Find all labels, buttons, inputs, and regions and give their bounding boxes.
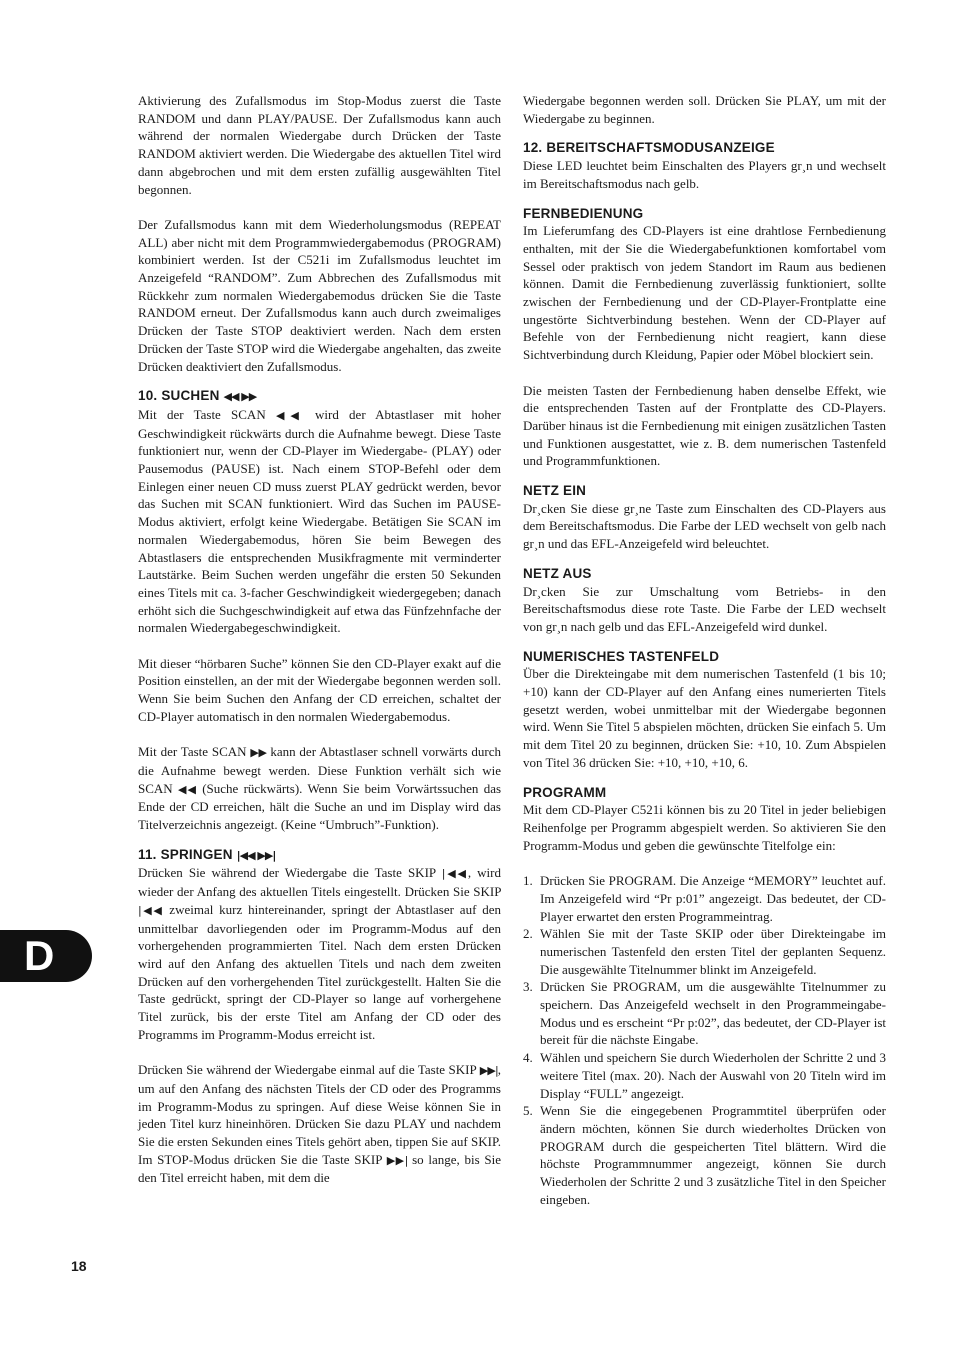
paragraph: Mit der Taste SCAN ◀◀ wird der Abtastlaser mit hoher Geschwindigkeit rückwärts durch die Aufnahme bewegt. Diese Taste funktioniert nur, wenn der CD-Player im Wiedergabe- (PLAY) oder Pausemodus (PAUSE) ist. Nach einem STOP-Befehl oder dem Einlegen einer neuen CD muss zuerst PLAY gedrückt werden, bevor das Suchen mit SCAN funktioniert. Wird das Suchen im PAUSE-Modus aktiviert, erfolgt keine Wiedergabe. Betätigen Sie SCAN im normalen Wiedergabemodus, hören Sie beim Bewegen des Abtastlasers die entsprechenden Musikfragmente mit verminderter Lautstärke. Beim Suchen werden ungefähr die ersten 50 Sekunden eines Titels mit ca. 3-facher Geschwindigkeit wiedergegeben; danach erhöht sich die Suchgeschwindigkeit auf etwa das Fünfzehnfache der normalen Wiedergabegeschwindigkeit. — [138, 406, 502, 636]
paragraph: Die meisten Tasten der Fernbedienung haben denselbe Effekt, wie die entsprechenden Tasten auf der Frontplatte des CD-Players. Darüber hinaus ist die Fernbedienung mit einigen zusätzlichen Tasten und Funktionen ausgestattet, wie z. B. dem numerischen Tastenfeld und Programmfunktionen. — [523, 382, 886, 469]
paragraph: Aktivierung des Zufallsmodus im Stop-Modus zuerst die Taste RANDOM und dann PLAY/PAUSE. Der Zufallsmodus kann auch während der normalen Wiedergabe durch Drücken der Taste RANDOM aktiviert werden. Die Wiedergabe des aktuellen Titel wird dann abgebrochen und mit dem ersten zufällig ausgewählten Titel begonnen. — [138, 93, 501, 197]
section-heading-suchen: 10. SUCHEN ◀◀ ▶▶ — [138, 388, 257, 404]
skip-forward-icon: ▶▶| — [386, 1153, 408, 1167]
scan-forward-icon: ▶▶ — [250, 746, 267, 760]
page-number: 18 — [71, 1258, 87, 1274]
paragraph: Mit der Taste SCAN ▶▶ kann der Abtastlaser schnell vorwärts durch die Aufnahme bewegt werden. Diese Funktion verhält sich wie SCAN ◀◀ (Suche rückwärts). Wenn Sie beim Vorwärtssuchen das Ende der CD erreichen, hält die Suche an und im Display wird das Titelverzeichnis angezeigt. (Keine “Umbruch”-Funktion). — [138, 744, 502, 833]
paragraph: Dr¸cken Sie zur Umschaltung vom Betriebs- in den Bereitschaftsmodus diese rote Taste. Die Farbe der LED wechselt von gr¸n nach gelb und das EFL-Anzeigefeld wird dunkel. — [523, 583, 886, 634]
paragraph: Der Zufallsmodus kann mit dem Wiederholungsmodus (REPEAT ALL) aber nicht mit dem Programmwiedergabemodus (PROGRAM) kombiniert werden. Ist der C521i im Zufallsmodus leuchtet im Anzeigefeld “RANDOM”. Zum Abbrechen des Zufallsmodus mit Rückkehr zum normalen Wiedergabemodus drücken Sie die Taste RANDOM erneut. Der Zufallsmodus kann auch durch zweimaliges Drücken der Taste STOP deaktiviert werden. Nach dem ersten Drücken der Taste STOP wird die Wiedergabe angehalten, das zweite Drücken deaktiviert den Zufallsmodus. — [138, 216, 501, 374]
list-item: 5. Wenn Sie die eingegebenen Programmtitel überprüfen oder ändern möchten, können Sie durch wiederholtes Drücken von PROGRAM durch die gespeicherten Titel blättern. Wird die höchste Programmnummer angezeigt, können Sie durch Wiederholen der Schritte 2 und 3 zusätzliche Titel in den Speicher eingeben. — [523, 1103, 886, 1207]
skip-buttons-icon: |◀◀ ▶▶| — [236, 848, 276, 862]
paragraph: Über die Direkteingabe mit dem numerischen Tastenfeld (1 bis 10; +10) kann der CD-Player auf den Anfang eines numerierten Titels gesetzt werden, wobei unmittelbar mit der Wiedergabe begonnen wird. Wenn Sie Titel 5 abspielen möchten, drücken Sie einfach 5. Um mit dem Titel 20 zu beginnen, drücken Sie: +10, 10. Zum Abspielen von Titel 36 drücken Sie: +10, +10, +10, 6. — [523, 666, 886, 770]
skip-forward-icon: ▶▶| — [479, 1064, 498, 1078]
paragraph: Dr¸cken Sie diese gr¸ne Taste zum Einschalten des CD-Players aus dem Bereitschaftsmodus. Die Farbe der LED wechselt von gelb nach gr¸n und das EFL-Anzeigefeld wird beleuchtet. — [523, 500, 886, 552]
section-heading-fernbedienung: FERNBEDIENUNG — [523, 205, 644, 221]
paragraph: Drücken Sie während der Wiedergabe einmal auf die Taste SKIP ▶▶|, um auf den Anfang des nächsten Titels der CD oder des Programms im Programm-Modus zu springen. Auf diese Weise können Sie in jeden Titel kurz hineinhören. Drücken Sie dazu PLAY und nachdem Sie die ersten Sekunden eines Titels gehört aben, tippen Sie auf SKIP. Im STOP-Modus drücken Sie die Taste SKIP ▶▶| so lange, bis Sie den Titel erreicht haben, mit dem die — [138, 1062, 502, 1186]
section-heading-netz-ein: NETZ EIN — [523, 483, 587, 499]
language-tab: D — [0, 930, 92, 982]
list-item: 3. Drücken Sie PROGRAM, um die ausgewählte Titelnummer zu speichern. Das Anzeigefeld wechselt in den Programmeingabe-Modus und es erscheint “Pr p:02”, das bedeutet, der CD-Player ist bereit für die nächste Eingabe. — [523, 979, 886, 1048]
paragraph: Drücken Sie während der Wiedergabe die Taste SKIP |◀◀, wird wieder der Anfang des aktuellen Titels eingestellt. Drücken Sie SKIP |◀◀ zweimal kurz hintereinander, springt der Abtastlaser auf den unmittelbar davorliegenden oder im Programm-Modus auf den vorhergehenden programmierten Titel. Nach dem ersten Drücken wird auf den Anfang des aktuellen Titels und nach dem zweiten Drücken auf den vorhergehenden Titel zurückgestellt. Halten Sie die Taste gedrückt, springt der CD-Player so lange auf vorhergehene Titel zurück, bis der erste Titel am Anfang der CD oder des Programms im Programm-Modus erreicht ist. — [138, 865, 502, 1042]
scan-buttons-icon: ◀◀ ▶▶ — [223, 390, 257, 404]
section-heading-bereitschaft: 12. BEREITSCHAFTSMODUSANZEIGE — [523, 140, 775, 156]
paragraph: Im Lieferumfang des CD-Players ist eine drahtlose Fernbedienung enthalten, mit der Sie die Wiedergabefunktionen komfortabel vom Sessel oder praktisch von jedem Standort im Raum aus bedienen können. Damit die Fernbedienung zuverlässig funktioniert, sollte zwischen der Fernbedienung und der CD-Player-Frontplatte eine ungestörte Sichtverbindung bestehen. Wenn der CD-Player auf Befehle von der Fernbedienung nicht reagiert, kann diese Sichtverbindung durch Kleidung, Papier oder Möbel blockiert sein. — [523, 223, 886, 363]
section-heading-numerisches-tastenfeld: NUMERISCHES TASTENFELD — [523, 648, 720, 664]
scan-back-icon: ◀◀ — [275, 408, 305, 422]
program-steps-list — [523, 872, 886, 1208]
left-column — [138, 92, 501, 1187]
scan-back-icon: ◀◀ — [177, 782, 197, 796]
paragraph: Diese LED leuchtet beim Einschalten des Players gr¸n und wechselt im Bereitschaftsmodus nach gelb. — [523, 158, 886, 191]
section-heading-springen: 11. SPRINGEN |◀◀ ▶▶| — [138, 846, 276, 862]
paragraph: Wiedergabe begonnen werden soll. Drücken Sie PLAY, um mit der Wiedergabe zu beginnen. — [523, 93, 886, 126]
paragraph: Mit dem CD-Player C521i können bis zu 20 Titel in jeder beliebigen Reihenfolge per Programm abgespielt werden. So aktivieren Sie den Programm-Modus und geben die gewünschte Titelfolge ein: — [523, 802, 886, 853]
section-heading-programm: PROGRAMM — [523, 784, 607, 800]
list-item: 4. Wählen und speichern Sie durch Wiederholen der Schritte 2 und 3 weitere Titel (max. 20). Nach der Auswahl von 20 Titeln wird im Display “FULL” angezeigt. — [523, 1050, 886, 1101]
right-column — [523, 92, 886, 1208]
paragraph: Mit dieser “hörbaren Suche” können Sie den CD-Player exakt auf die Position einstellen, an der mit der Wiedergabe begonnen werden soll. Wenn Sie beim Suchen den Anfang der CD erreichen, schaltet der CD-Player automatisch in den normalen Wiedergabemodus. — [138, 655, 501, 724]
skip-back-icon: |◀◀ — [441, 867, 468, 881]
list-item: 2. Wählen Sie mit der Taste SKIP oder über Direkteingabe im numerischen Tastenfeld den ersten Titel der geplanten Sequenz. Die ausgewählte Titelnummer blinkt im Anzeigefeld. — [523, 926, 886, 977]
skip-back-icon: |◀◀ — [138, 903, 164, 917]
list-item: 1. Drücken Sie PROGRAM. Die Anzeige “MEMORY” leuchtet auf. Im Anzeigefeld wird “Pr p:01” angezeigt. Das bedeutet, der CD-Player erwartet den ersten Programmeintrag. — [523, 873, 886, 924]
section-heading-netz-aus: NETZ AUS — [523, 565, 592, 581]
